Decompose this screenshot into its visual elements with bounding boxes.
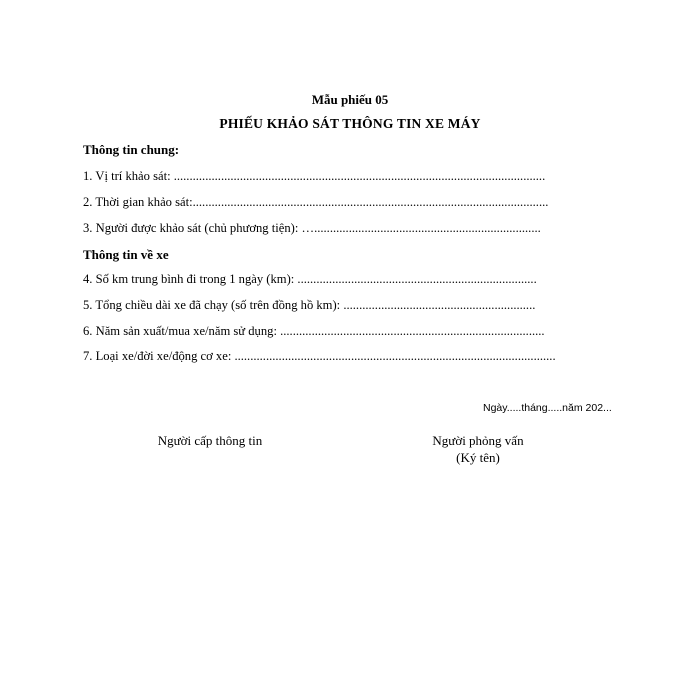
field-odometer: 5. Tổng chiều dài xe đã chạy (số trên đồng hồ km): .............................................................	[83, 298, 536, 312]
date-line: Ngày.....tháng.....năm 202...	[483, 402, 612, 414]
form-number: Mẫu phiếu 05	[311, 92, 389, 107]
signature-provider-label: Người cấp thông tin	[157, 433, 263, 448]
field-respondent: 3. Người được khảo sát (chủ phương tiện): …........................................................................	[83, 221, 541, 235]
page-title: PHIẾU KHẢO SÁT THÔNG TIN XE MÁY	[219, 116, 481, 131]
field-survey-location: 1. Vị trí khảo sát: ......................................................................................................................	[83, 169, 546, 183]
signature-interviewer-label: Người phỏng vấn	[432, 433, 524, 448]
field-vehicle-type: 7. Loại xe/đời xe/động cơ xe: ......................................................................................................	[83, 349, 556, 363]
section-heading-vehicle: Thông tin về xe	[83, 247, 169, 262]
section-heading-general: Thông tin chung:	[83, 142, 180, 157]
field-year: 6. Năm sản xuất/mua xe/năm sử dụng: ....................................................................................	[83, 324, 545, 338]
signature-interviewer-note: (Ký tên)	[456, 450, 500, 465]
field-daily-km: 4. Số km trung bình đi trong 1 ngày (km): ............................................................................	[83, 272, 537, 286]
field-survey-time: 2. Thời gian khảo sát:.................................................................................................................	[83, 195, 549, 209]
